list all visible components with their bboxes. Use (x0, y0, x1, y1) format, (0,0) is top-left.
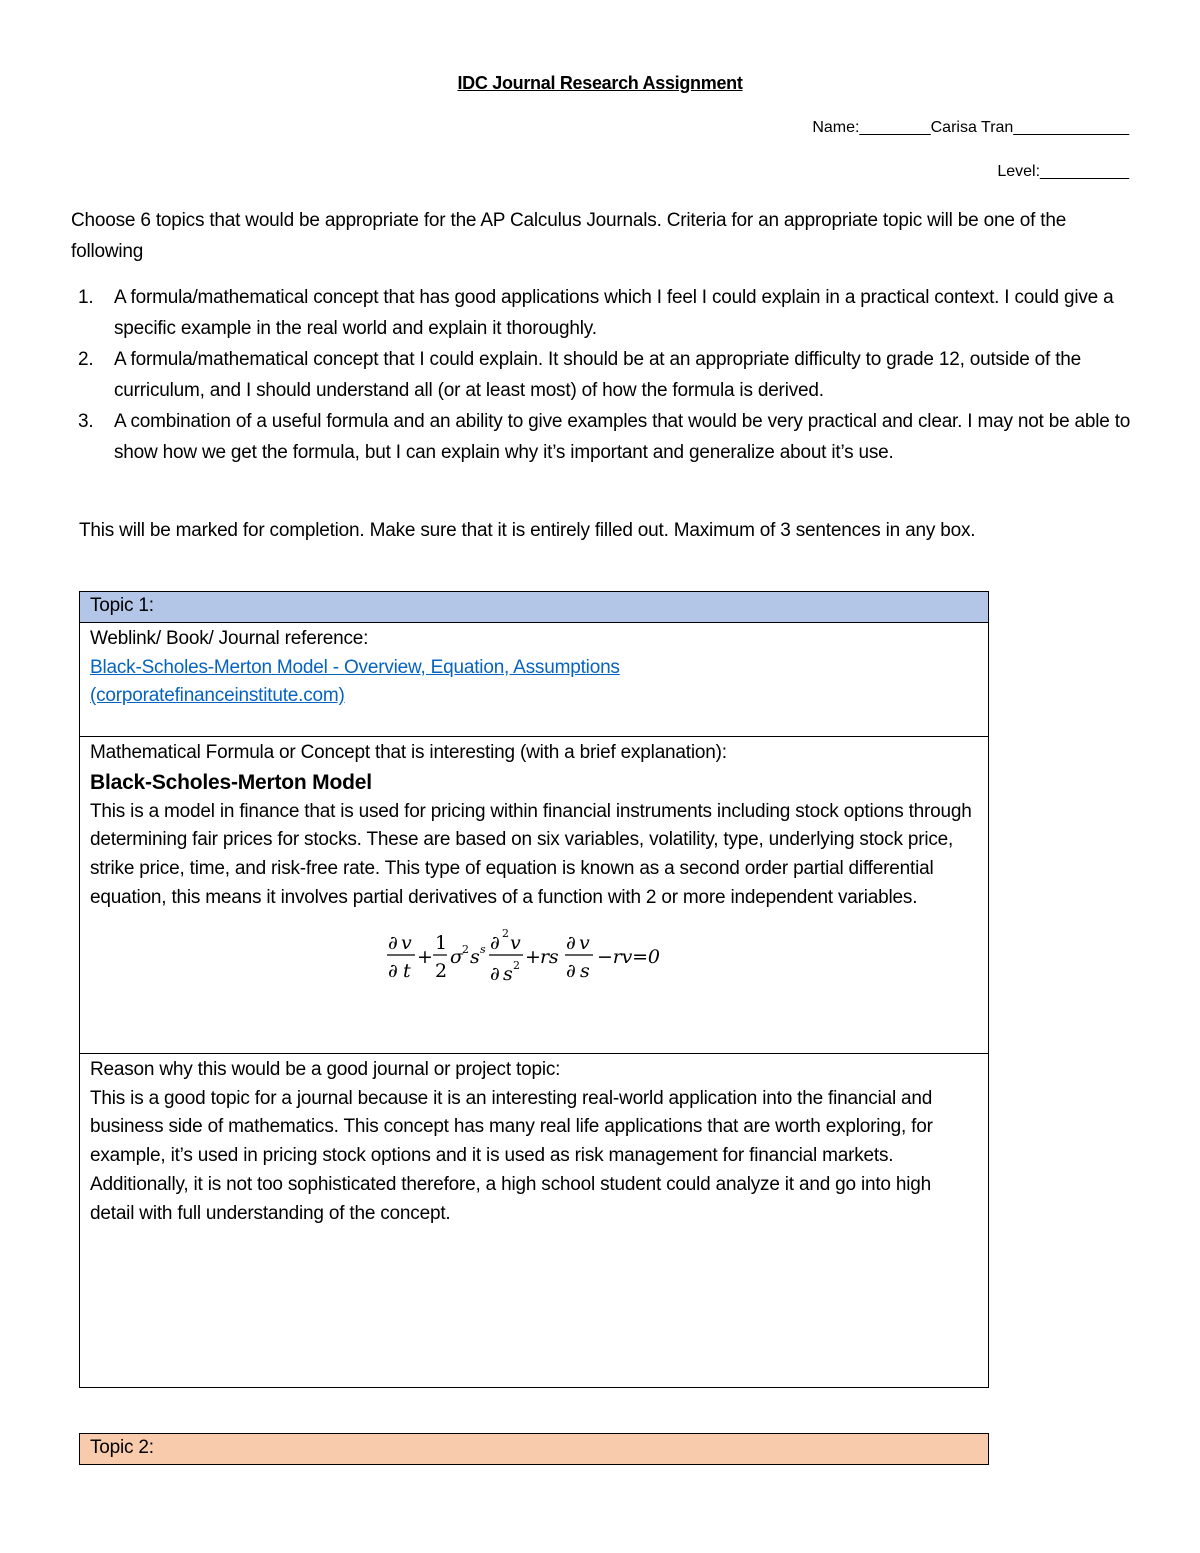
eq-t: t (403, 959, 411, 982)
formula-label: Mathematical Formula or Concept that is interesting (with a brief explanation): (90, 742, 727, 763)
topic1-reference-cell[interactable] (80, 622, 988, 736)
list-number: 1. (78, 287, 94, 308)
list-item (78, 406, 1138, 468)
topic1-formula-cell[interactable] (80, 736, 988, 1053)
eq-exp-s: s (480, 942, 486, 956)
eq-plus: + (525, 945, 541, 968)
eq-exp-2: 2 (462, 942, 469, 956)
eq-partial: ∂ (566, 959, 576, 982)
eq-partial: ∂ (490, 962, 500, 985)
reason-label: Reason why this would be a good journal or project topic: (90, 1059, 561, 1080)
formula-title: Black-Scholes-Merton Model (90, 770, 372, 794)
eq-v: v (401, 931, 412, 954)
reference-link[interactable] (90, 657, 620, 707)
reference-link-line2[interactable]: (corporatefinanceinstitute.com) (90, 685, 345, 707)
level-field: Level:__________ (997, 163, 1129, 180)
eq-s: s (580, 959, 590, 982)
eq-partial: ∂ (388, 959, 398, 982)
eq-sigma: σ (450, 945, 463, 968)
topic1-table (79, 591, 989, 1388)
eq-rs: rs (540, 945, 559, 968)
page-title: IDC Journal Research Assignment (457, 73, 743, 93)
list-item-text: A combination of a useful formula and an ability to give examples that would be very practical and clear. I may not be able to show how we get the formula, but I can explain why it’s important and generalize about it’s use. (114, 411, 1131, 463)
reason-text: This is a good topic for a journal because it is an interesting real-world application into the financial and business side of mathematics. This concept has many real life applications that are worth exploring, for example, it’s used in pricing stock options and it is used as risk management for financial markets. Additionally, it is not too sophisticated therefore, a high school student could analyze it and go into high detail with full understanding of the concept. (90, 1087, 933, 1224)
intro-paragraph: Choose 6 topics that would be appropriate for the AP Calculus Journals. Criteria for an appropriate topic will be one of the following (71, 210, 1067, 262)
eq-partial: ∂ (566, 931, 576, 954)
eq-two: 2 (435, 959, 447, 982)
reference-label: Weblink/ Book/ Journal reference: (90, 628, 369, 649)
topic1-reason-cell[interactable] (80, 1053, 988, 1387)
eq-v: v (579, 931, 590, 954)
formula-explanation: This is a model in finance that is used for pricing within financial instruments including stock options through determining fair prices for stocks. These are based on six variables, volatility, type, underlying stock price, strike price, time, and risk-free rate. This type of equation is known as a second order partial differential equation, this means it involves partial derivatives of a function with 2 or more independent variables. (90, 800, 972, 908)
eq-plus: + (417, 945, 433, 968)
list-item-text: A formula/mathematical concept that I could explain. It should be at an appropriate difficulty to grade 12, outside of the curriculum, and I should understand all (or at least most) of how the formula is derived. (114, 349, 1082, 401)
topic1-heading: Topic 1: (90, 595, 154, 616)
eq-s: s (470, 945, 480, 968)
eq-one: 1 (435, 931, 447, 954)
list-item-text: A formula/mathematical concept that has good applications which I feel I could explain in a practical context. I could give a specific example in the real world and explain it thoroughly. (114, 287, 1114, 339)
list-number: 3. (78, 411, 94, 432)
topic1-heading-cell (80, 592, 988, 622)
black-scholes-equation (90, 913, 978, 993)
completion-note: This will be marked for completion. Make sure that it is entirely filled out. Maximum of 3 sentences in any box. (79, 520, 976, 541)
eq-tail: −rv=0 (597, 945, 660, 968)
list-item (78, 344, 1138, 406)
topic2-heading-cell (80, 1434, 988, 1464)
topic2-table (79, 1433, 989, 1465)
equation-graphic (385, 917, 705, 989)
list-item (78, 282, 1138, 344)
reference-link-line1[interactable]: Black-Scholes-Merton Model - Overview, Equation, Assumptions (90, 656, 620, 678)
eq-partial: ∂ (490, 931, 500, 954)
eq-exp-2: 2 (513, 958, 520, 972)
eq-exp-2: 2 (502, 926, 509, 940)
eq-v: v (510, 931, 521, 954)
topic2-heading: Topic 2: (90, 1437, 154, 1458)
eq-s: s (503, 962, 513, 985)
name-field: Name:________Carisa Tran_____________ (812, 119, 1129, 136)
eq-partial: ∂ (388, 931, 398, 954)
list-number: 2. (78, 349, 94, 370)
criteria-list (78, 282, 1138, 468)
